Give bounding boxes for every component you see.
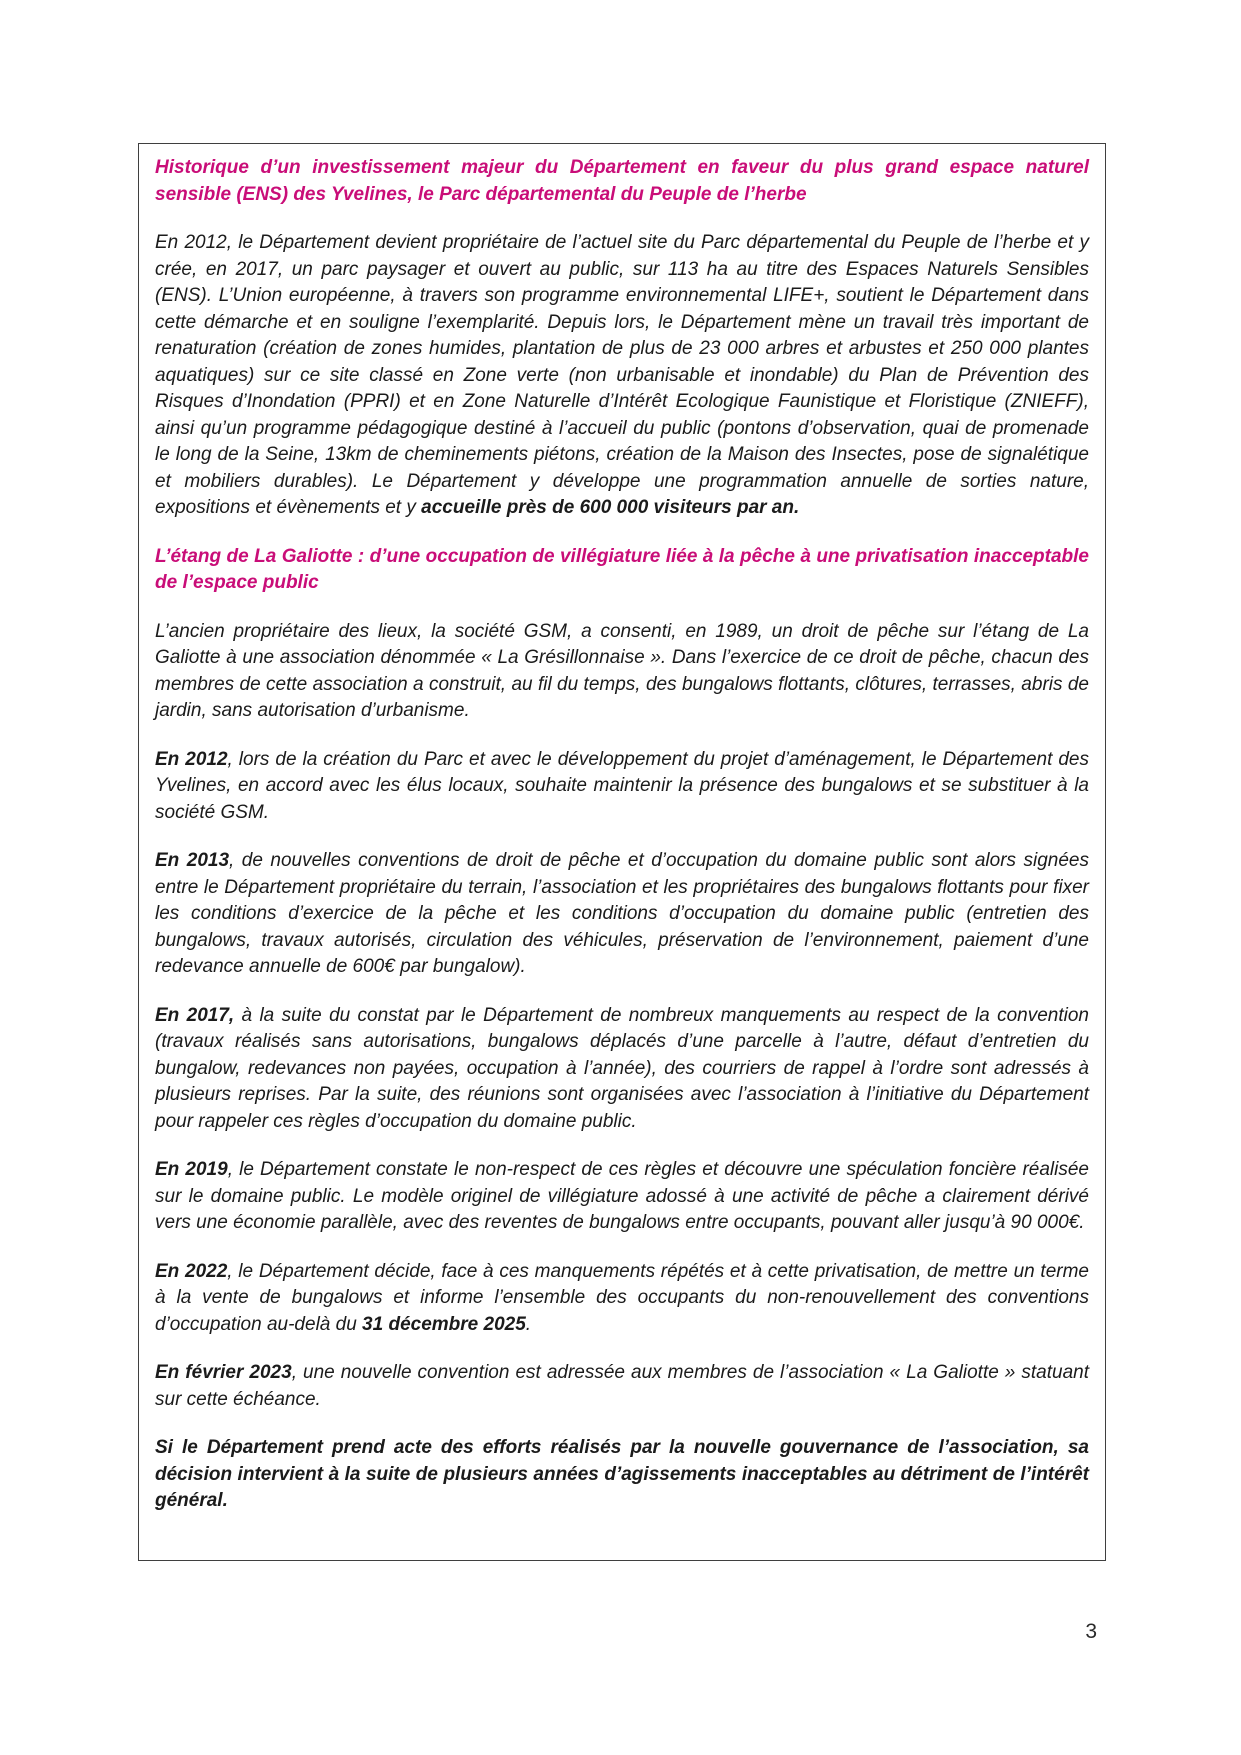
paragraph-2013-body: , de nouvelles conventions de droit de pêche et d’occupation du domaine public sont alors signées entre le Département propriétaire du terrain, l’association et les propriétaires des bungalows flottants pour fixer les conditions d’exercice de la pêche et les conditions d’occupation du domaine public (entretien des bungalows, travaux autorisés, circulation des véhicules, préservation de l’environnement, paiement d’une redevance annuelle de 600€ par bungalow). bbox=[155, 850, 1089, 977]
paragraph-2023-lead: En février 2023 bbox=[155, 1362, 292, 1383]
section-heading-historique: Historique d’un investissement majeur du Département en faveur du plus grand espace naturel sensible (ENS) des Yvelines, le Parc départemental du Peuple de l’herbe bbox=[155, 157, 1089, 205]
page-number: 3 bbox=[1085, 1620, 1097, 1643]
paragraph-2019-body: , le Département constate le non-respect de ces règles et découvre une spéculation foncière réalisée sur le domaine public. Le modèle originel de villégiature adossé à une activité de pêche a clairement dérivé vers une économie parallèle, avec des reventes de bungalows entre occupants, pouvant aller jusqu’à 90 000€. bbox=[155, 1159, 1090, 1233]
paragraph-2017-body: à la suite du constat par le Département de nombreux manquements au respect de la convention (travaux réalisés sans autorisations, bungalows déplacés d’une parcelle à l’autre, défaut d’entretien du bungalow, redevances non payées, occupation à l’année), des courriers de rappel à l’ordre sont adressés à plusieurs reprises. Par la suite, des réunions sont organisées avec l’association à l’initiative du Département pour rappeler ces règles d’occupation du domaine public. bbox=[155, 1004, 1090, 1132]
paragraph-2022-lead: En 2022 bbox=[155, 1260, 228, 1282]
paragraph-gsm-history bbox=[155, 619, 1089, 725]
paragraph-gsm-body: L’ancien propriétaire des lieux, la société GSM, a consenti, en 1989, un droit de pêche sur l’étang de La Galiotte à une association dénommée « La Grésillonnaise ». Dans l’exercice de ce droit de pêche, chacun des membres de cette association a construit, au fil du temps, des bungalows flottants, clôtures, terrasses, abris de jardin, sans autorisation d’urbanisme. bbox=[155, 620, 1089, 721]
paragraph-2023-body: , une nouvelle convention est adressée aux membres de l’association « La Galiotte » statuant sur cette échéance. bbox=[155, 1362, 1090, 1410]
paragraph-conclusion: Si le Département prend acte des efforts réalisés par la nouvelle gouvernance de l’association, sa décision intervient à la suite de plusieurs années d’agissements inacceptables au détriment de l’intérêt général. bbox=[155, 1437, 1089, 1511]
paragraph-2022-body: , le Département décide, face à ces manquements répétés et à cette privatisation, de mettre un terme à la vente de bungalows et informe l’ensemble des occupants du non-renouvellement des conventions d’occupation au-delà du bbox=[155, 1260, 1090, 1335]
paragraph-2013-lead: En 2013 bbox=[155, 850, 230, 871]
bordered-text-box bbox=[138, 143, 1106, 1561]
paragraph-intro-bold-visitors: accueille près de 600 000 visiteurs par an. bbox=[421, 497, 800, 518]
section-heading-etang-galiotte: L’étang de La Galiotte : d’une occupation de villégiature liée à la pêche à une privatisation inacceptable de l’espace public bbox=[155, 545, 1089, 593]
paragraph-2019-lead: En 2019 bbox=[155, 1159, 228, 1180]
paragraph-2022-bold-date: 31 décembre 2025 bbox=[362, 1313, 526, 1335]
paragraph-2017 bbox=[155, 1003, 1089, 1136]
paragraph-2022-tail: . bbox=[525, 1313, 532, 1335]
paragraph-intro bbox=[155, 230, 1089, 522]
paragraph-2013 bbox=[155, 848, 1089, 981]
paragraph-2022 bbox=[155, 1259, 1089, 1339]
paragraph-2012-body: , lors de la création du Parc et avec le développement du projet d’aménagement, le Département des Yvelines, en accord avec les élus locaux, souhaite maintenir la présence des bungalows et se substituer à la société GSM. bbox=[155, 748, 1089, 823]
paragraph-2012-lead: En 2012 bbox=[155, 748, 228, 770]
paragraph-intro-body: En 2012, le Département devient propriétaire de l’actuel site du Parc départemental du Peuple de l’herbe et y crée, en 2017, un parc paysager et ouvert au public, sur 113 ha au titre des Espaces Naturels Sensibles (ENS). L’Union européenne, à travers son programme environnemental LIFE+, soutient le Département dans cette démarche et en souligne l’exemplarité. Depuis lors, le Département mène un travail très important de renaturation (création de zones humides, plantation de plus de 23 000 arbres et arbustes et 250 000 plantes aquatiques) sur ce site classé en Zone verte (non urbanisable et inondable) du Plan de Prévention des Risques d’Inondation (PPRI) et en Zone Naturelle d’Intérêt Ecologique Faunistique et Floristique (ZNIEFF), ainsi qu’un programme pédagogique destiné à l’accueil du public (pontons d’observation, quai de promenade le long de la Seine, 13km de cheminements piétons, création de la Maison des Insectes, pose de signalétique et mobiliers durables). Le Département y développe une programmation annuelle de sorties nature, expositions et évènements et y bbox=[155, 232, 1089, 518]
paragraph-fevrier-2023 bbox=[155, 1360, 1089, 1413]
paragraph-2019 bbox=[155, 1157, 1089, 1237]
paragraph-2012 bbox=[155, 747, 1089, 827]
paragraph-2017-lead: En 2017, bbox=[155, 1004, 235, 1026]
